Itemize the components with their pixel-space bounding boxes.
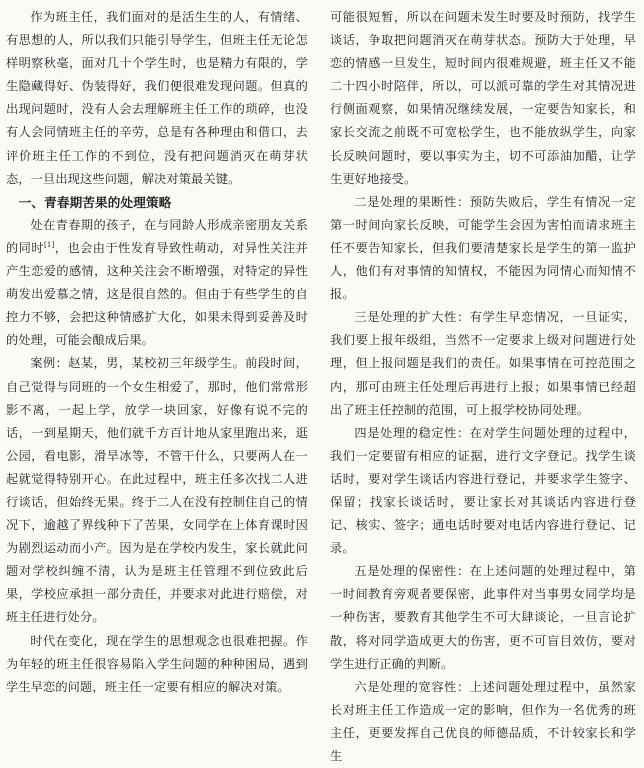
left-column [6, 6, 308, 699]
paragraph: 四是处理的稳定性：在对学生问题处理的过程中，我们一定要留有相应的证据，进行文字登记。找学生谈话时，要对学生谈话内容进行登记，并要求学生签字、保留；找家长谈话时，要让家长对其谈话内容进行登记、核实、签字；通电话时要对电话内容进行登记、记录。 [330, 425, 636, 556]
section-heading: 一、青春期苦果的处理策略 [18, 194, 172, 210]
paragraph-text: 处在青春期的孩子，在与同龄人形成亲密朋友关系的同时 [6, 217, 308, 255]
paragraph: 二是处理的果断性：预防失败后，学生有情况一定第一时间向家长反映，可能学生会因为害怕而请求班主任不要告知家长，但我们要清楚家长是学生的第一监护人，他们有对事情的知情权，不能因为同情心而知情不报。 [330, 194, 636, 302]
paragraph-continued: 可能很短暂，所以在问题未发生时要及时预防，找学生谈话，争取把问题消灭在萌芽状态。预防大于处理，早恋的情感一旦发生，短时间内很难规避，班主任又不能二十四小时陪伴，所以，可以派可靠的学生对其情况进行侧面观察，如果情况继续发展，一定要告知家长，和家长交流之前既不可宽松学生，也不能放纵学生，向家长反映问题时，要以事实为主，切不可添油加醋，让学生更好地接受。 [330, 10, 636, 186]
paragraph: 六是处理的宽容性：上述问题处理过程中，虽然家长对班主任工作造成一定的影响，但作为一名优秀的班主任，更要发挥自己优良的师德品质，不计较家长和学生 [330, 679, 636, 763]
paragraph-with-citation [6, 214, 308, 353]
paragraph: 时代在变化，现在学生的思想观念也很难把握。作为年轻的班主任很容易陷入学生问题的种种困局，遇到学生早恋的问题，班主任一定要有相应的解决对策。 [6, 633, 308, 694]
paragraph-text: ，也会由于性发育导致性萌动，对异性关注并产生恋爱的感情，这种关注会不断增强，对特定的异性萌发出爱慕之情，这是很自然的。但由于有些学生的自控力不够，会把这种情感扩大化，如果未得到妥善及时的处理，可能会酿成后果。 [6, 240, 309, 348]
paragraph: 作为班主任，我们面对的是活生生的人，有情绪、有思想的人，所以我们只能引导学生，但班主任无论怎样明察秋毫，面对几十个学生时，也是精力有限的，学生隐藏得好、伪装得好，我们便很难发现问题。但真的出现问题时，没有人会去理解班主任工作的琐碎，也没有人会同情班主任的辛劳，总是有各种理由和借口，去评价班主任工作的不到位，没有把问题消灭在萌芽状态，一旦出现这些问题，解决对策最关键。 [6, 10, 308, 186]
right-column [330, 6, 636, 768]
case-paragraph: 案例：赵某，男，某校初三年级学生。前段时间，自己觉得与同班的一个女生相爱了，那时，他们常常形影不离，一起上学，放学一块回家，好像有说不完的话，一到星期天，他们就千方百计地从家里跑出来，逛公园，看电影，滑旱冰等，不管干什么，只要两人在一起就觉得特别开心。在此过程中，班主任多次找二人进行谈话，但始终无果。终于二人在没有控制住自己的情况下，逾越了界线种下了苦果，女同学在上体育课时因为剧烈运动而小产。因为是在学校内发生，家长就此问题对学校纠缠不清，认为是班主任管理不到位致此后果，学校应承担一部分责任，并要求对此进行赔偿，对班主任进行处分。 [6, 356, 308, 625]
citation-ref: [1] [44, 240, 55, 249]
paragraph: 五是处理的保密性：在上述问题的处理过程中，第一时间教育旁观者要保密，此事件对当事男女同学均是一种伤害，要教育其他学生不可大肆谈论，一旦言论扩散，将对同学造成更大的伤害，更不可盲目效仿，要对学生进行正确的判断。 [330, 564, 636, 671]
paragraph: 三是处理的扩大性：有学生早恋情况，一旦证实，我们要上报年级组，当然不一定要求上级对问题进行处理，但上报问题是我们的责任。如果事情在可控范围之内，那可由班主任处理后再进行上报；如果事情已经超出了班主任控制的范围，可上报学校协同处理。 [330, 310, 636, 417]
